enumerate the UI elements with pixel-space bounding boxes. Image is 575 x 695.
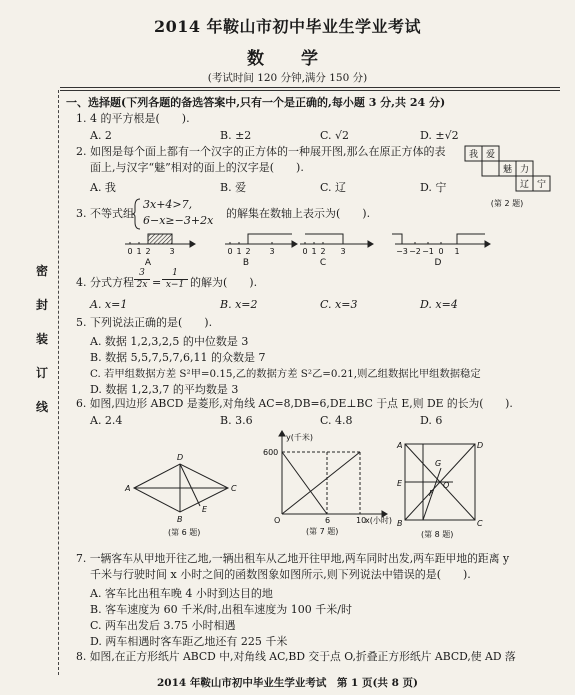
q6-option-b[interactable]: B. 3.6 xyxy=(220,414,253,427)
exam-title: 2014 年鞍山市初中毕业生学业考试 xyxy=(153,17,422,36)
q6-option-d[interactable]: D. 6 xyxy=(420,414,443,427)
q3-label-b: B xyxy=(242,258,250,268)
page-footer: 2014 年鞍山市初中毕业生学业考试 第 1 页(共 8 页) xyxy=(156,677,419,689)
svg-text:C: C xyxy=(477,519,483,528)
q6-option-c[interactable]: C. 4.8 xyxy=(320,414,353,427)
net-cell-3: 魅 xyxy=(502,165,513,175)
q5-stem: 5. 下列说法正确的是( ). xyxy=(76,316,213,329)
q3-stem-pre: 3. 不等式组 xyxy=(76,207,134,220)
q3-axis-b xyxy=(225,234,297,247)
svg-text:x(小时): x(小时) xyxy=(365,516,392,525)
svg-text:1: 1 xyxy=(311,247,317,256)
q4-equals: = xyxy=(152,276,162,289)
q8-stem: 8. 如图,在正方形纸片 ABCD 中,对角线 AC,BD 交于点 O,折叠正方形纸片 ABCD,使 AD 落 xyxy=(76,650,516,663)
net-cell-1: 我 xyxy=(468,150,479,160)
svg-text:3: 3 xyxy=(169,247,175,256)
figure-6-caption: (第 6 题) xyxy=(168,528,201,537)
svg-text:2: 2 xyxy=(245,247,251,256)
svg-text:A: A xyxy=(397,441,403,450)
q4-frac2: 1 x−1 xyxy=(162,268,188,291)
q7-stem-2: 千米与行驶时间 x 小时之间的函数图象如图所示,则下列说法中错误的是( ). xyxy=(90,568,471,581)
q7-stem: 7. 一辆客车从甲地开往乙地,一辆出租车从乙地开往甲地,两车同时出发,两车距甲地的距离 y xyxy=(76,552,510,565)
q3-axis-d xyxy=(392,234,490,247)
q5-option-c[interactable]: C. 若甲组数据方差 S²甲=0.15,乙的数据方差 S²乙=0.21,则乙组数据比甲组数据稳定 xyxy=(90,368,481,380)
svg-text:O: O xyxy=(443,481,450,490)
figure-6-rhombus xyxy=(120,440,250,540)
svg-text:0: 0 xyxy=(302,247,308,256)
q7-option-d[interactable]: D. 两车相遇时客车距乙地还有 225 千米 xyxy=(90,635,288,648)
svg-text:−3: −3 xyxy=(396,247,408,256)
svg-text:6: 6 xyxy=(325,516,331,525)
svg-text:−2: −2 xyxy=(409,247,421,256)
svg-text:D: D xyxy=(477,441,484,450)
svg-text:B: B xyxy=(397,519,403,528)
q5-option-b[interactable]: B. 数据 5,5,7,5,7,6,11 的众数是 7 xyxy=(90,351,266,364)
q3-label-d: D xyxy=(434,258,442,268)
q3-axis-c xyxy=(300,234,373,247)
q4-stem-pre: 4. 分式方程 xyxy=(76,276,134,289)
svg-text:−1: −1 xyxy=(422,247,434,256)
subject-title: 数 学 xyxy=(247,49,328,69)
binding-char-1: 密 xyxy=(36,264,49,278)
exam-note: (考试时间 120 分钟,满分 150 分) xyxy=(207,72,368,84)
section-heading: 一、选择题(下列各题的备选答案中,只有一个是正确的,每小题 3 分,共 24 分) xyxy=(66,96,446,109)
figure-7-graph xyxy=(262,430,392,540)
q2-option-a[interactable]: A. 我 xyxy=(90,181,116,194)
q2-stem-2: 面上,与汉字“魅”相对的面上的汉字是( ). xyxy=(90,161,304,174)
svg-text:E: E xyxy=(397,479,403,488)
q5-option-d[interactable]: D. 数据 1,2,3,7 的平均数是 3 xyxy=(90,383,239,396)
svg-text:C: C xyxy=(231,484,237,493)
svg-text:0: 0 xyxy=(127,247,133,256)
q6-stem: 6. 如图,四边形 ABCD 是菱形,对角线 AC=8,DB=6,DE⊥BC 于点 E,则 DE 的长为( ). xyxy=(76,397,513,410)
svg-text:E: E xyxy=(202,505,208,514)
net-cell-4: 力 xyxy=(519,165,530,175)
q4-option-a[interactable]: A. x=1 xyxy=(90,298,128,311)
q3-number-lines xyxy=(80,228,520,268)
binding-line xyxy=(58,90,59,675)
q7-option-c[interactable]: C. 两车出发后 3.75 小时相遇 xyxy=(90,619,236,632)
q1-option-c[interactable]: C. √2 xyxy=(320,129,350,142)
q3-stem-post: 的解集在数轴上表示为( ). xyxy=(226,207,371,220)
svg-text:F: F xyxy=(429,489,434,498)
q1-option-d[interactable]: D. ±√2 xyxy=(420,129,459,142)
q3-axis-a xyxy=(125,234,195,247)
q6-option-a[interactable]: A. 2.4 xyxy=(90,414,123,427)
q3-ineq-1: 3x+4>7, xyxy=(143,198,193,211)
svg-text:2: 2 xyxy=(145,247,151,256)
svg-text:3: 3 xyxy=(340,247,346,256)
figure-8-caption: (第 8 题) xyxy=(421,530,454,539)
binding-char-2: 封 xyxy=(36,298,49,312)
q4-frac1: 3 2x xyxy=(134,268,150,291)
q1-option-a[interactable]: A. 2 xyxy=(90,129,112,142)
binding-char-3: 装 xyxy=(36,332,49,346)
q1-stem: 1. 4 的平方根是( ). xyxy=(76,112,190,125)
q4-option-d[interactable]: D. x=4 xyxy=(420,298,458,311)
svg-text:1: 1 xyxy=(454,247,460,256)
figure-7-caption: (第 7 题) xyxy=(306,527,339,536)
svg-text:O: O xyxy=(274,516,281,525)
header-rule xyxy=(60,87,560,88)
net-cell-2: 爱 xyxy=(485,150,496,160)
net-cell-6: 宁 xyxy=(536,180,547,190)
svg-text:1: 1 xyxy=(136,247,142,256)
binding-char-5: 线 xyxy=(36,400,49,414)
q2-option-c[interactable]: C. 辽 xyxy=(320,181,347,194)
cube-net-figure xyxy=(462,144,552,210)
q2-option-d[interactable]: D. 宁 xyxy=(420,181,447,194)
q7-option-a[interactable]: A. 客车比出租车晚 4 小时到达目的地 xyxy=(90,587,273,600)
svg-text:3: 3 xyxy=(269,247,275,256)
svg-text:1: 1 xyxy=(236,247,242,256)
q3-label-a: A xyxy=(144,258,152,268)
svg-text:10: 10 xyxy=(356,516,367,525)
figure-8-square xyxy=(395,438,485,542)
svg-text:0: 0 xyxy=(227,247,233,256)
q7-option-b[interactable]: B. 客车速度为 60 千米/时,出租车速度为 100 千米/时 xyxy=(90,603,352,616)
svg-text:A: A xyxy=(125,484,131,493)
svg-text:0: 0 xyxy=(438,247,444,256)
net-cell-5: 辽 xyxy=(519,180,530,190)
q1-option-b[interactable]: B. ±2 xyxy=(220,129,252,142)
q4-option-c[interactable]: C. x=3 xyxy=(320,298,358,311)
q3-brace xyxy=(132,197,142,231)
q4-option-b[interactable]: B. x=2 xyxy=(220,298,258,311)
q2-option-b[interactable]: B. 爱 xyxy=(220,181,247,194)
binding-char-4: 订 xyxy=(36,366,49,380)
q5-option-a[interactable]: A. 数据 1,2,3,2,5 的中位数是 3 xyxy=(90,335,249,348)
header-rule-2 xyxy=(60,90,560,91)
q3-ineq-2: 6−x≥−3+2x xyxy=(143,214,214,227)
svg-text:B: B xyxy=(177,515,183,524)
svg-text:D: D xyxy=(177,453,184,462)
svg-text:y(千米): y(千米) xyxy=(286,433,313,442)
q2-stem: 2. 如图是每个面上都有一个汉字的正方体的一种展开图,那么在原正方体的表 xyxy=(76,145,446,158)
q3-label-c: C xyxy=(319,258,327,268)
svg-text:G: G xyxy=(435,459,442,468)
svg-text:2: 2 xyxy=(320,247,326,256)
net-caption: (第 2 题) xyxy=(490,199,524,208)
svg-text:600: 600 xyxy=(263,448,279,457)
q4-stem-post: 的解为( ). xyxy=(190,276,258,289)
